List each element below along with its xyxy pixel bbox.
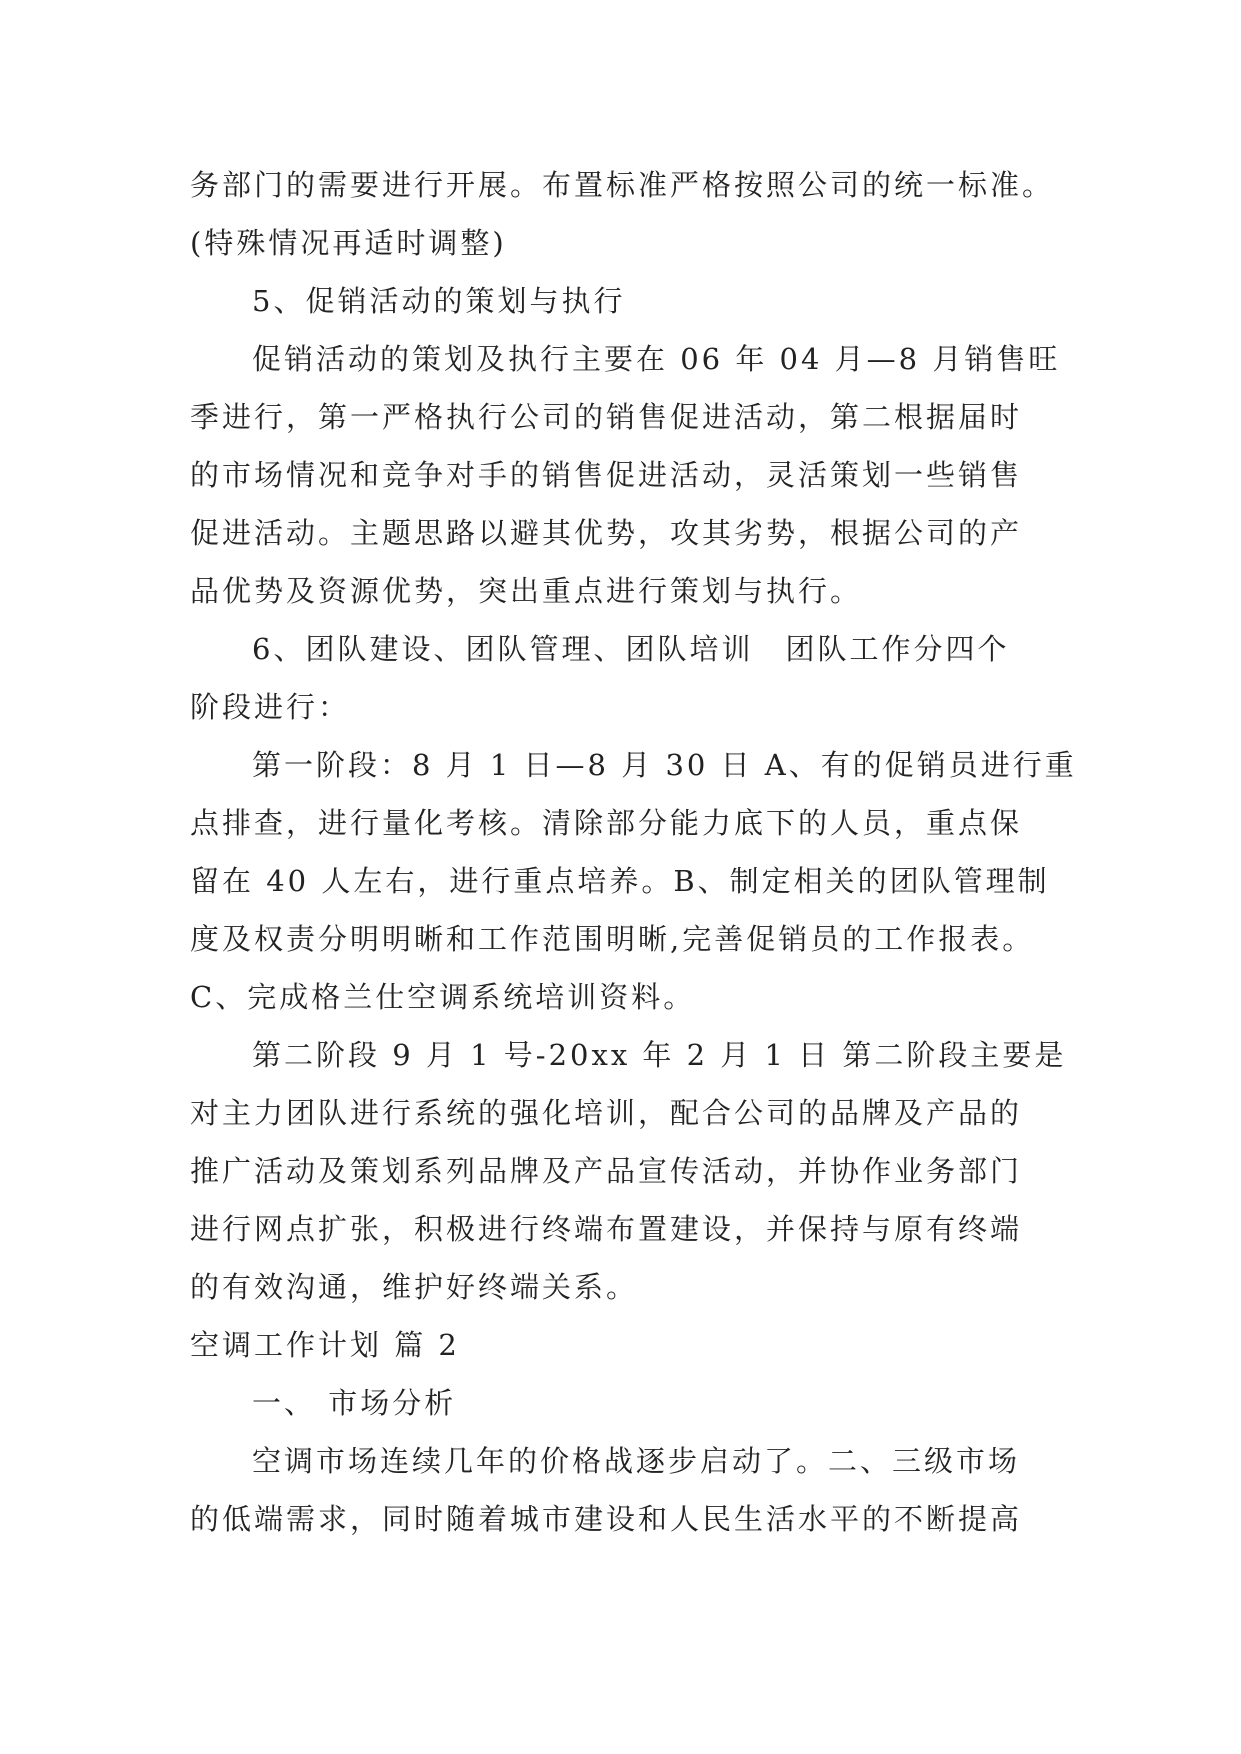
text-line: 的有效沟通，维护好终端关系。	[190, 1270, 639, 1304]
text-line: 促销活动的策划及执行主要在 06 年 04 月—8 月销售旺	[252, 342, 1061, 376]
text-line: C、完成格兰仕空调系统培训资料。	[190, 980, 696, 1014]
document-body	[190, 156, 1077, 1548]
text-line: 点排查，进行量化考核。清除部分能力底下的人员，重点保	[190, 806, 1023, 840]
text-line: 的低端需求，同时随着城市建设和人民生活水平的不断提高	[190, 1502, 1023, 1536]
text-line: 进行网点扩张，积极进行终端布置建设，并保持与原有终端	[190, 1212, 1023, 1246]
section-heading: 6、团队建设、团队管理、团队培训 团队工作分四个	[252, 632, 1010, 666]
text-line: 推广活动及策划系列品牌及产品宣传活动，并协作业务部门	[190, 1154, 1023, 1188]
text-line: 度及权责分明明晰和工作范围明晰,完善促销员的工作报表。	[190, 922, 1035, 956]
text-line: 的市场情况和竞争对手的销售促进活动，灵活策划一些销售	[190, 458, 1023, 492]
text-line: (特殊情况再适时调整)	[190, 226, 507, 260]
text-line: 品优势及资源优势，突出重点进行策划与执行。	[190, 574, 863, 608]
text-line: 留在 40 人左右，进行重点培养。B、制定相关的团队管理制	[190, 864, 1050, 898]
text-line: 第一阶段：8 月 1 日—8 月 30 日 A、有的促销员进行重	[252, 748, 1077, 782]
text-line: 季进行，第一严格执行公司的销售促进活动，第二根据届时	[190, 400, 1023, 434]
section-heading: 5、促销活动的策划与执行	[252, 284, 626, 318]
text-line: 促进活动。主题思路以避其优势，攻其劣势，根据公司的产	[190, 516, 1023, 550]
text-line: 务部门的需要进行开展。布置标准严格按照公司的统一标准。	[190, 168, 1055, 202]
article-title: 空调工作计划 篇 2	[190, 1328, 460, 1362]
text-line: 对主力团队进行系统的强化培训，配合公司的品牌及产品的	[190, 1096, 1023, 1130]
text-line: 第二阶段 9 月 1 号-20xx 年 2 月 1 日 第二阶段主要是	[252, 1038, 1067, 1072]
text-line: 空调市场连续几年的价格战逐步启动了。二、三级市场	[252, 1444, 1021, 1478]
section-heading: 一、 市场分析	[252, 1386, 457, 1420]
text-line: 阶段进行：	[190, 690, 351, 724]
